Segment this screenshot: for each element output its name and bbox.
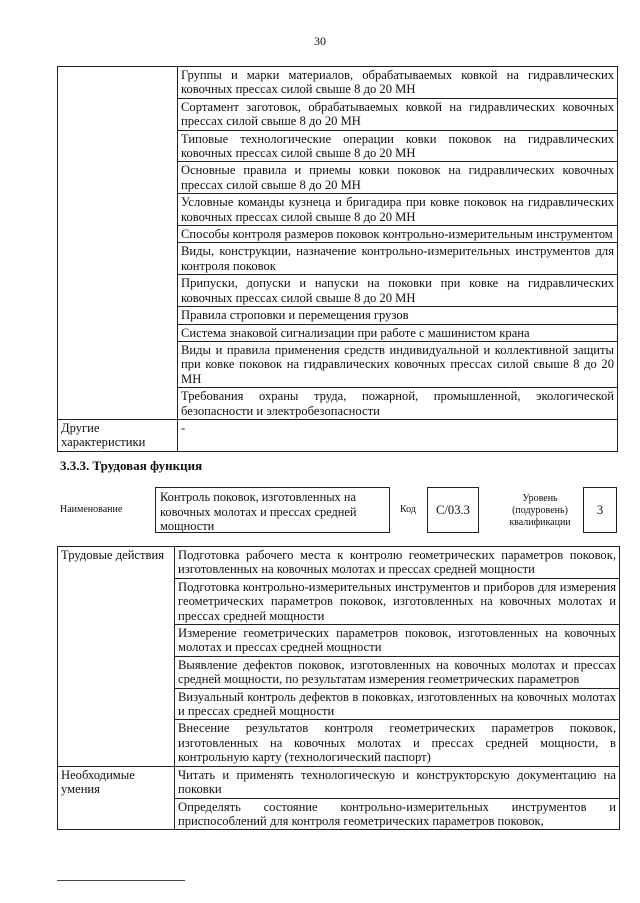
labor-function-table — [57, 546, 620, 830]
page-number: 30 — [314, 34, 326, 48]
footnote-divider — [57, 880, 185, 881]
table-cell: Визуальный контроль дефектов в поковках, изготовленных на ковочных молотах и прессах средней мощности — [175, 688, 620, 720]
section-heading: 3.3.3. Трудовая функция — [60, 458, 203, 473]
row-label-required-skills: Необходимые умения — [58, 766, 175, 830]
function-header — [57, 487, 617, 533]
qualification-level-value: 3 — [583, 487, 617, 533]
table-cell: Внесение результатов контроля геометрических параметров поковок, изготовленных на ковочных молотах и прессах средней мощности, в контрольную карту (технологический паспорт) — [175, 720, 620, 766]
table-cell: Способы контроля размеров поковок контрольно-измерительным инструментом — [178, 226, 618, 243]
table-cell: Подготовка рабочего места к контролю геометрических параметров поковок, изготовленных на ковочных молотах и прессах средней мощности — [175, 547, 620, 579]
table-row — [58, 547, 620, 579]
table-cell: Сортамент заготовок, обрабатываемых ковкой на гидравлических ковочных прессах силой свыше 8 до 20 МН — [178, 98, 618, 130]
function-name-value: Контроль поковок, изготовленных на ковочных молотах и прессах средней мощности — [155, 487, 390, 533]
knowledge-table — [57, 66, 618, 452]
table-cell: Читать и применять технологическую и конструкторскую документацию на поковки — [175, 766, 620, 798]
table-cell: Группы и марки материалов, обрабатываемых ковкой на гидравлических ковочных прессах силой свыше 8 до 20 МН — [178, 67, 618, 99]
table-cell: Требования охраны труда, пожарной, промышленной, экологической безопасности и электробезопасности — [178, 388, 618, 420]
table-cell: Основные правила и приемы ковки поковок на гидравлических ковочных прессах силой свыше 8 до 20 МН — [178, 162, 618, 194]
table-cell: Виды, конструкции, назначение контрольно-измерительных инструментов для контроля поковок — [178, 243, 618, 275]
table-cell: Типовые технологические операции ковки поковок на гидравлических ковочных прессах силой свыше 8 до 20 МН — [178, 130, 618, 162]
table-cell: Измерение геометрических параметров поковок, изготовленных на ковочных молотах и прессах средней мощности — [175, 625, 620, 657]
qualification-level-label: Уровень (подуровень) квалификации — [509, 493, 571, 528]
table-cell: Подготовка контрольно-измерительных инструментов и приборов для измерения геометрических параметров поковок, изготовленных на ковочных молотах и прессах средней мощности — [175, 578, 620, 624]
table-cell: Условные команды кузнеца и бригадира при ковке поковок на гидравлических ковочных прессах силой свыше 8 до 20 МН — [178, 194, 618, 226]
table-cell: Виды и правила применения средств индивидуальной и коллективной защиты при ковке поковок на гидравлических ковочных прессах силой свыше 8 до 20 МН — [178, 341, 618, 387]
table-cell: Система знаковой сигнализации при работе с машинистом крана — [178, 324, 618, 341]
table-row — [58, 419, 618, 451]
function-code-label: Код — [400, 504, 416, 515]
function-name-label: Наименование — [60, 504, 123, 515]
table-cell: Припуски, допуски и напуски на поковки при ковке на гидравлических ковочных прессах силой свыше 8 до 20 МН — [178, 275, 618, 307]
row-label-labor-actions: Трудовые действия — [58, 547, 175, 767]
table-cell: - — [178, 419, 618, 451]
table-cell: Определять состояние контрольно-измерительных инструментов и приспособлений для контроля геометрических параметров поковок, — [175, 798, 620, 830]
row-label-other-characteristics: Другие характеристики — [58, 419, 178, 451]
row-label — [58, 67, 178, 420]
function-code-value: С/03.3 — [427, 487, 479, 533]
table-cell: Правила строповки и перемещения грузов — [178, 307, 618, 324]
table-row — [58, 766, 620, 798]
table-cell: Выявление дефектов поковок, изготовленных на ковочных молотах и прессах средней мощности, по результатам измерения геометрических параметров — [175, 656, 620, 688]
table-row — [58, 67, 618, 99]
